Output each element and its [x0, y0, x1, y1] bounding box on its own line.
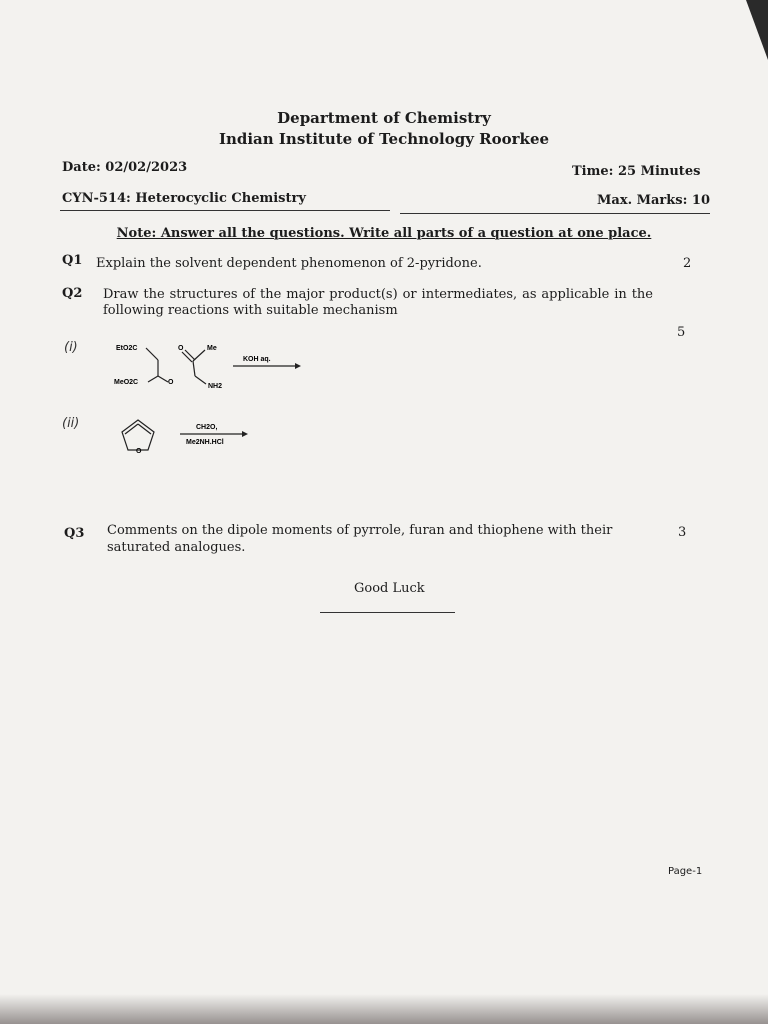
reagent-formaldehyde: CH2O, [196, 424, 218, 431]
question-number: Q2 [62, 286, 83, 301]
exam-duration: Time: 25 Minutes [572, 164, 701, 179]
reaction-1-scheme [100, 330, 320, 400]
reagent-koh: KOH aq. [243, 356, 271, 363]
question-number: Q1 [62, 253, 83, 268]
exam-date: Date: 02/02/2023 [62, 160, 188, 175]
reagent-dimethylamine: Me2NH.HCl [186, 439, 224, 446]
closing-rule [320, 612, 455, 613]
page-number: Page-1 [668, 866, 703, 877]
amine-label: NH2 [208, 383, 223, 390]
reaction-2-scheme [110, 410, 260, 470]
methyl-label: Me [207, 345, 217, 352]
page-bottom-shadow [0, 994, 768, 1024]
header-rule-right [400, 213, 710, 214]
department-name: Department of Chemistry [277, 109, 491, 127]
course-title: CYN-514: Heterocyclic Chemistry [62, 191, 306, 206]
page-corner-shadow [746, 0, 768, 60]
max-marks: Max. Marks: 10 [597, 193, 711, 208]
instructions-note: Note: Answer all the questions. Write all parts of a question at one place. [116, 226, 652, 241]
reaction-label: (i) [64, 340, 78, 355]
ethyl-ester-label: EtO2C [116, 345, 138, 352]
institute-name: Indian Institute of Technology Roorkee [218, 130, 550, 148]
keto-oxygen-label: O [178, 345, 184, 352]
question-number: Q3 [64, 526, 85, 541]
header-rule-left [60, 210, 390, 211]
second-oxygen-label: O [168, 379, 174, 386]
good-luck-text: Good Luck [354, 581, 425, 596]
methyl-ester-label: MeO2C [114, 379, 139, 386]
question-marks: 2 [683, 256, 692, 271]
question-text: Comments on the dipole moments of pyrrole, furan and thiophene with their saturated analogues. [107, 523, 613, 555]
question-text: Draw the structures of the major product(s) or intermediates, as applicable in the following reactions with suitable mechanism [103, 287, 653, 318]
department-header [0, 108, 768, 150]
reaction-label: (ii) [62, 416, 80, 431]
question-marks: 3 [678, 525, 687, 540]
question-marks: 5 [677, 325, 686, 340]
question-text: Explain the solvent dependent phenomenon of 2-pyridone. [96, 256, 482, 271]
furan-oxygen-label: O [136, 448, 142, 455]
